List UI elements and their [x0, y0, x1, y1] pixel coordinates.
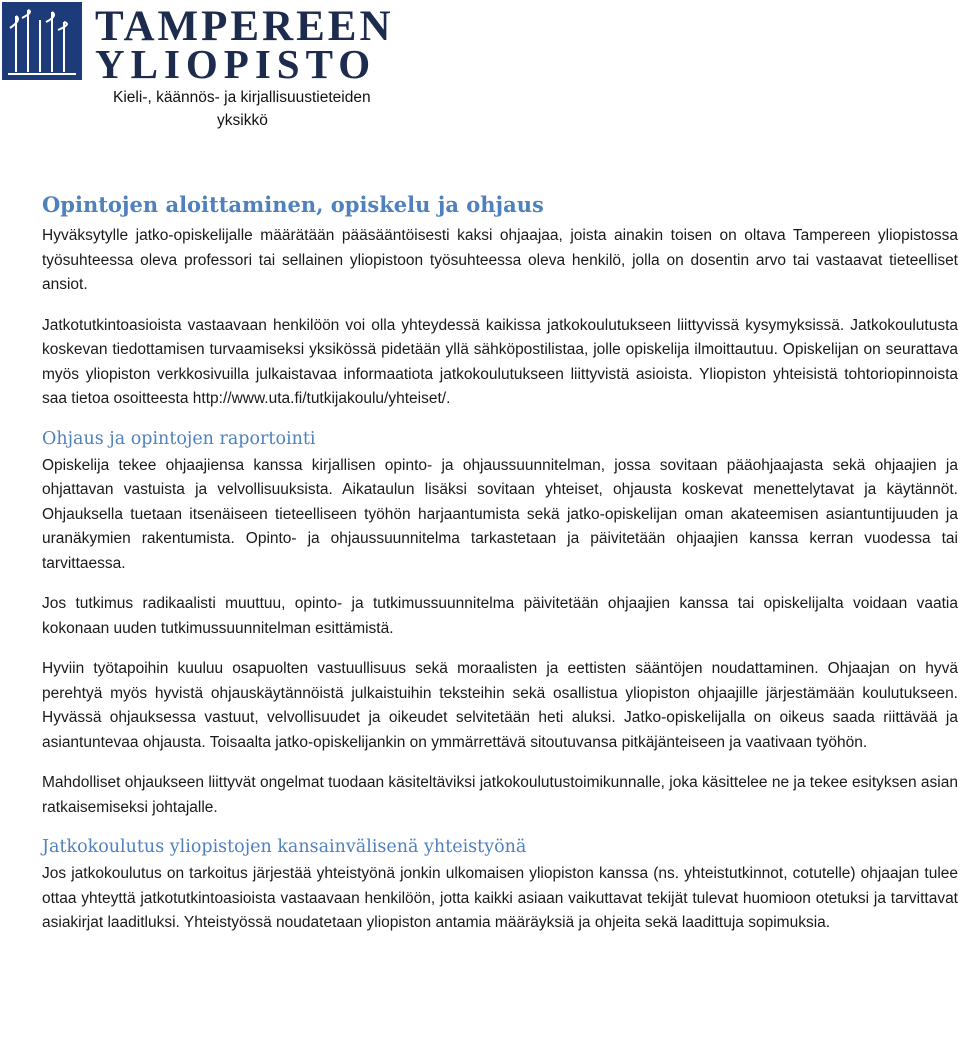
- paragraph-supervisors: Hyväksytylle jatko-opiskelijalle määrätään pääsääntöisesti kaksi ohjaajaa, joista ainakin toisen on oltava Tampereen yliopistossa työsuhteessa oleva professori tai sellainen yliopistoon työsuhteessa oleva henkilö, jolla on dosentin arvo tai vastaavat tieteelliset ansiot.: [42, 227, 958, 293]
- unit-name-line2: yksikkö: [217, 112, 268, 129]
- document-header: [0, 0, 960, 140]
- university-logo-icon: [2, 2, 82, 80]
- section-heading-international: Jatkokoulutus yliopistojen kansainvälisenä yhteistyönä: [42, 837, 527, 857]
- paragraph-international-cooperation: Jos jatkokoulutus on tarkoitus järjestää yhteistyönä jonkin ulkomaisen yliopiston kanssa (ns. yhteistutkinnot, cotutelle) ohjaajan tulee ottaa yhteyttä jatkotutkintoasioista vastaavaan henkilöön, jotta kaikki asiaan vaikuttavat tekijät tulevat huomioon otetuksi ja tarvittavat asiakirjat laaditluksi. Yhteistyössä noudatetaan yliopiston antamia määräyksiä ja ohjeita sekä laadittuja sopimuksia.: [42, 865, 958, 931]
- paragraph-study-plan: Opiskelija tekee ohjaajiensa kanssa kirjallisen opinto- ja ohjaussuunnitelman, jossa sovitaan pääohjaajasta sekä ohjaajien ja ohjattavan vastuista ja velvollisuuksista. Aikataulun lisäksi sovitaan yhteiset, ohjausta koskevat menettelytavat ja käytännöt. Ohjauksella tuetaan itsenäiseen tieteelliseen työhön harjaantumista sekä jatko-opiskelijan oman akateemisen asiantuntijuuden ja uranäkymien rakentumista. Opinto- ja ohjaussuunnitelma tarkastetaan ja päivitetään ohjaajien kanssa kerran vuodessa tai tarvittaessa.: [42, 456, 958, 572]
- document-body: [42, 190, 958, 936]
- paragraph-problems: Mahdolliset ohjaukseen liittyvät ongelmat tuodaan käsiteltäviksi jatkokoulutustoimikunnalle, joka käsittelee ne ja tekee esityksen asian ratkaisemiseksi johtajalle.: [42, 774, 958, 816]
- section-heading-studies: Opintojen aloittaminen, opiskelu ja ohjaus: [42, 192, 544, 217]
- section-heading-supervision: Ohjaus ja opintojen raportointi: [42, 428, 316, 449]
- paragraph-research-change: Jos tutkimus radikaalisti muuttuu, opinto- ja tutkimussuunnitelma päivitetään ohjaajien kanssa tai opiskelijalta voidaan vaatia kokonaan uuden tutkimussuunnitelman esittämistä.: [42, 595, 958, 637]
- logo-wordmark-line1: TAMPEREEN: [95, 3, 394, 50]
- paragraph-contact-info: Jatkotutkintoasioista vastaavaan henkilöön voi olla yhteydessä kaikissa jatkokoulutukseen liittyvissä kysymyksissä. Jatkokoulutusta koskevan tiedottamisen turvaamiseksi yksikössä pidetään yllä sähköpostilistaa, jolle opiskelija ilmoittautuu. Opiskelijan on seurattava myös yliopiston verkkosivuilla julkaistavaa informaatiota jatkokoulutukseen liittyvistä asioista. Yliopiston yhteisistä tohtoriopinnoista saa tietoa osoitteesta http://www.uta.fi/tutkijakoulu/yhteiset/.: [42, 316, 958, 407]
- logo-wordmark-line2: YLIOPISTO: [95, 41, 377, 87]
- paragraph-good-practice: Hyviin työtapoihin kuuluu osapuolten vastuullisuus sekä moraalisten ja eettisten sääntöjen noudattaminen. Ohjaajan on hyvä perehtyä myös hyvistä ohjauskäytännöistä julkaistuihin teksteihin sekä osallistua yliopiston ohjaajille järjestämään koulutukseen. Hyvässä ohjauksessa vastuut, velvollisuudet ja oikeudet selvitetään heti aluksi. Jatko-opiskelijalla on oikeus saada riittävää ja asiantuntevaa ohjausta. Toisaalta jatko-opiskelijankin on ymmärrettävä sitoutuvansa pitkäjänteiseen ja vaativaan työhön.: [42, 660, 958, 751]
- unit-name-line1: Kieli-, käännös- ja kirjallisuustieteiden: [113, 89, 371, 106]
